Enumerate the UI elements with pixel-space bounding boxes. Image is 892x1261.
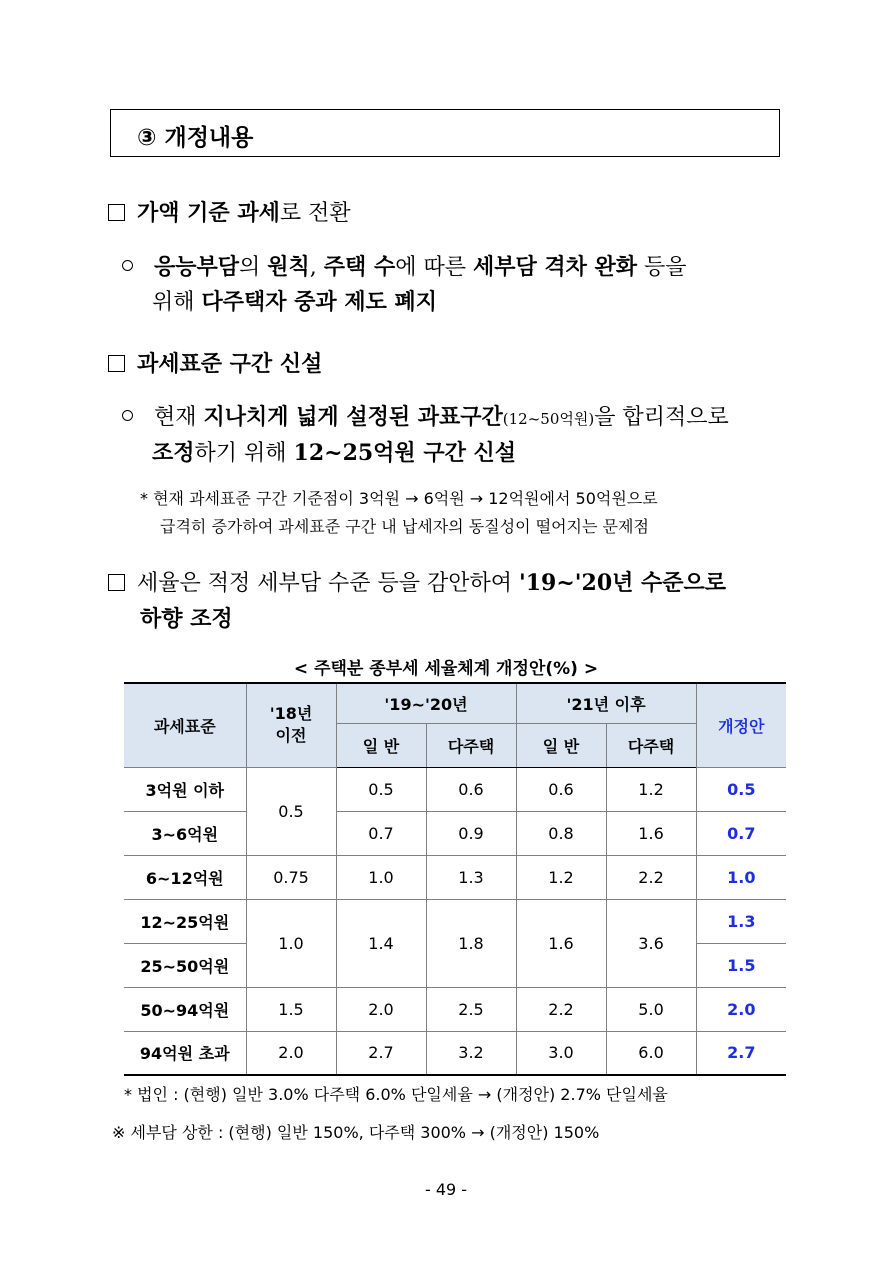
table-caption: < 주택분 종부세 세율체계 개정안(%) > (293, 659, 599, 679)
header-multi: 다주택 (426, 723, 516, 767)
cell-m21: 5.0 (606, 987, 696, 1031)
section1-bullet-line2: 위해 다주택자 중과 제도 폐지 (152, 289, 437, 315)
cell-g21: 0.6 (516, 767, 606, 811)
cell-g1920: 1.4 (336, 899, 426, 987)
section3-line1: 세율은 적정 세부담 수준 등을 감안하여 '19~'20년 수준으로 (108, 566, 726, 597)
cell-g21: 3.0 (516, 1031, 606, 1075)
table-row (124, 811, 786, 855)
cell-m21: 1.2 (606, 767, 696, 811)
cell-proposal: 1.3 (696, 899, 786, 943)
cell-g21: 1.6 (516, 899, 606, 987)
cell-g1920: 2.0 (336, 987, 426, 1031)
section2-note-line1: * 현재 과세표준 구간 기준점이 3억원 → 6억원 → 12억원에서 50억원으로 (140, 489, 658, 508)
footnote-cap: ※ 세부담 상한 : (현행) 일반 150%, 다주택 300% → (개정안) 150% (112, 1123, 600, 1142)
cell-g21: 0.8 (516, 811, 606, 855)
header-21: '21년 이후 (516, 683, 696, 723)
cell-m1920: 0.9 (426, 811, 516, 855)
tax-rate-table (124, 682, 786, 1076)
header-general: 일 반 (336, 723, 426, 767)
section3-line2: 하향 조정 (140, 606, 233, 632)
table-row (124, 899, 786, 943)
header-1920: '19~'20년 (336, 683, 516, 723)
section2-note-line2: 급격히 증가하여 과세표준 구간 내 납세자의 동질성이 떨어지는 문제점 (160, 517, 649, 536)
page-number: - 49 - (424, 1180, 468, 1199)
section2-bullet-line1: 현재 지나치게 넓게 설정된 과표구간(12~50억원)을 합리적으로 (122, 400, 729, 431)
section-title-box (110, 109, 780, 157)
table-row (124, 1031, 786, 1075)
cell-m1920: 0.6 (426, 767, 516, 811)
cell-g1920: 0.7 (336, 811, 426, 855)
section1-heading: 가액 기준 과세로 전환 (108, 196, 351, 227)
table-row (124, 767, 786, 811)
cell-m21: 3.6 (606, 899, 696, 987)
footnote-corporate: * 법인 : (현행) 일반 3.0% 다주택 6.0% 단일세율 → (개정안) 2.7% 단일세율 (124, 1085, 668, 1104)
square-bullet-icon (108, 204, 125, 221)
cell-before18: 0.5 (246, 767, 336, 855)
cell-before18: 1.0 (246, 899, 336, 987)
row-label: 25~50억원 (124, 943, 246, 987)
row-label: 3억원 이하 (124, 767, 246, 811)
cell-m21: 2.2 (606, 855, 696, 899)
header-multi: 다주택 (606, 723, 696, 767)
cell-proposal: 0.7 (696, 811, 786, 855)
section1-bullet-line1: 응능부담의 원칙, 주택 수에 따른 세부담 격차 완화 등을 (122, 250, 687, 281)
header-proposal: 개정안 (696, 683, 786, 767)
table-row (124, 855, 786, 899)
cell-m21: 1.6 (606, 811, 696, 855)
section-title: ③ 개정내용 (137, 125, 254, 151)
cell-g1920: 0.5 (336, 767, 426, 811)
cell-g1920: 1.0 (336, 855, 426, 899)
row-label: 6~12억원 (124, 855, 246, 899)
row-label: 12~25억원 (124, 899, 246, 943)
cell-proposal: 1.5 (696, 943, 786, 987)
cell-g1920: 2.7 (336, 1031, 426, 1075)
cell-m1920: 2.5 (426, 987, 516, 1031)
cell-g21: 1.2 (516, 855, 606, 899)
table-row (124, 987, 786, 1031)
cell-before18: 1.5 (246, 987, 336, 1031)
cell-g21: 2.2 (516, 987, 606, 1031)
cell-proposal: 0.5 (696, 767, 786, 811)
circle-bullet-icon (122, 410, 133, 421)
cell-proposal: 2.7 (696, 1031, 786, 1075)
header-before18: '18년 이전 (246, 683, 336, 767)
section2-heading: 과세표준 구간 신설 (108, 347, 322, 378)
cell-m21: 6.0 (606, 1031, 696, 1075)
cell-before18: 2.0 (246, 1031, 336, 1075)
cell-before18: 0.75 (246, 855, 336, 899)
cell-m1920: 1.3 (426, 855, 516, 899)
cell-proposal: 1.0 (696, 855, 786, 899)
row-label: 50~94억원 (124, 987, 246, 1031)
header-general: 일 반 (516, 723, 606, 767)
row-label: 94억원 초과 (124, 1031, 246, 1075)
circle-bullet-icon (122, 260, 133, 271)
cell-m1920: 3.2 (426, 1031, 516, 1075)
cell-m1920: 1.8 (426, 899, 516, 987)
square-bullet-icon (108, 574, 125, 591)
square-bullet-icon (108, 355, 125, 372)
section2-bullet-line2: 조정하기 위해 12~25억원 구간 신설 (152, 440, 517, 466)
cell-proposal: 2.0 (696, 987, 786, 1031)
row-label: 3~6억원 (124, 811, 246, 855)
header-base: 과세표준 (124, 683, 246, 767)
